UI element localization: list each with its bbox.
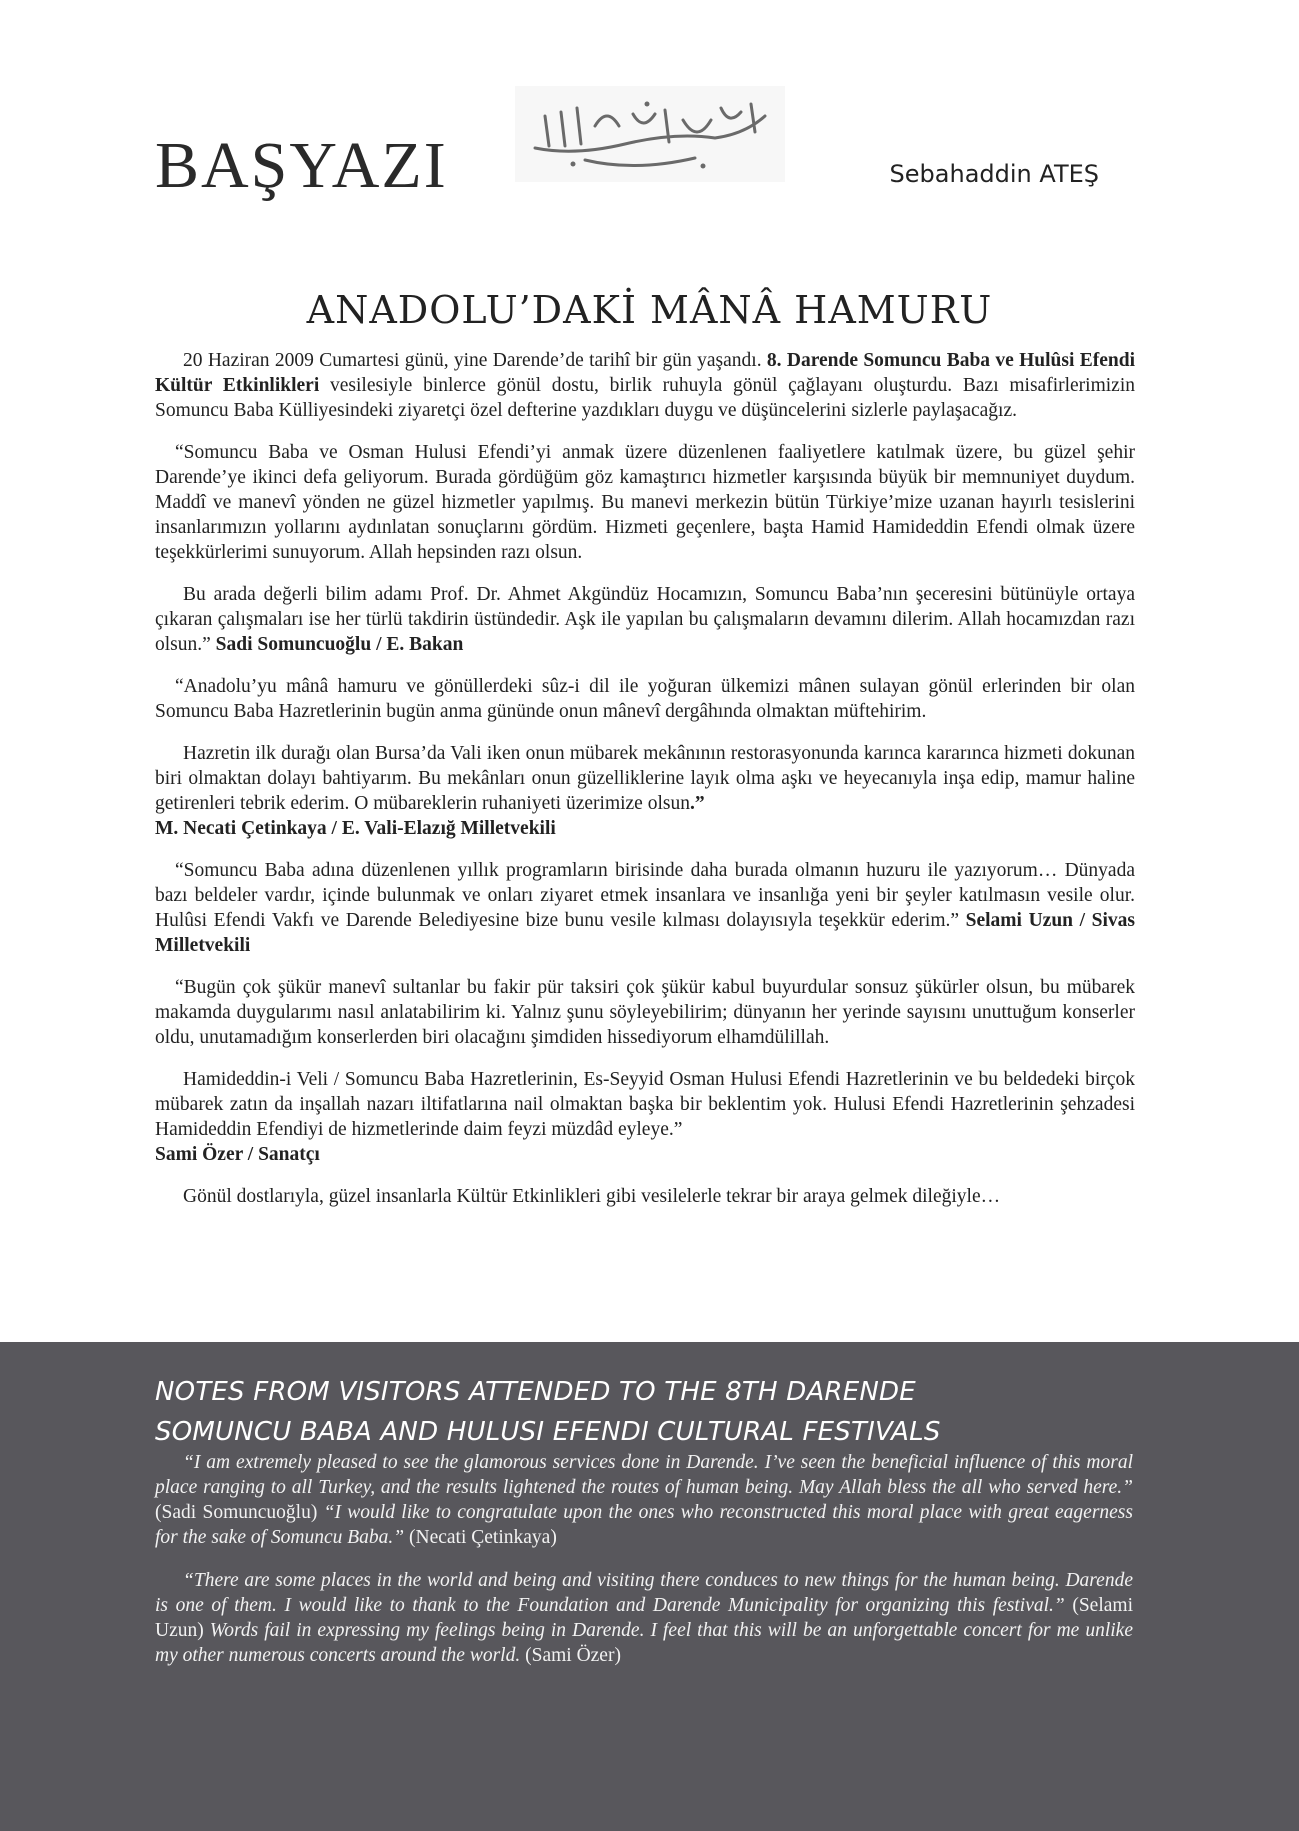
quote-author: (Sadi Somuncuoğlu)	[155, 1502, 324, 1523]
paragraph-text: Gönül dostlarıyla, güzel insanlarla Kültür Etkinlikleri gibi vesilelerle tekrar bir araya gelmek dileğiyle…	[183, 1186, 1001, 1207]
quote-paragraph	[155, 582, 1135, 657]
signature: Sadi Somuncuoğlu / E. Bakan	[215, 634, 464, 655]
english-body	[155, 1450, 1133, 1686]
paragraph-text: Hazretin ilk durağı olan Bursa’da Vali iken onun mübarek mekânının restorasyonunda karınca kararınca hizmeti dokunan biri olmaktan dolayı bahtiyarım. Bu mekânları onun güzelliklerine layık olma aşkı ve heyecanıyla inşa edip, mamur haline getirenleri tebrik ederim. O mübareklerin ruhaniyeti üzerimize olsun	[155, 743, 1135, 814]
paragraph-text: Hamideddin-i Veli / Somuncu Baba Hazretlerinin, Es-Seyyid Osman Hulusi Efendi Hazretlerinin ve bu beldedeki birçok mübarek zatın da inşallah nazarı iltifatlarına nail olmaktan başka bir beklentim yok. Hulusi Efendi Hazretlerinin şehzadesi Hamideddin Efendiyi de hizmetlerinde daim feyzi müzdâd eyleye.”	[155, 1069, 1135, 1140]
quote-author: (Selami Uzun)	[155, 1595, 1133, 1641]
article-title: ANADOLU’DAKİ MÂNÂ HAMURU	[306, 288, 993, 332]
quote-author: (Sami Özer)	[520, 1645, 621, 1666]
basmala-calligraphy-icon	[515, 86, 785, 182]
english-paragraph	[155, 1568, 1133, 1668]
paragraph-text: 20 Haziran 2009 Cumartesi günü, yine Darende’de tarihî bir gün yaşandı.	[183, 350, 767, 371]
section-title: BAŞYAZI	[155, 129, 448, 202]
english-quote: “I would like to congratulate upon the ones who reconstructed this moral place with great eagerness for the sake of Somuncu Baba.”	[155, 1502, 1133, 1548]
author-name: Sebahaddin ATEŞ	[889, 160, 1099, 188]
english-title-line: NOTES FROM VISITORS ATTENDED TO THE 8TH DARENDE	[155, 1377, 916, 1407]
english-title-line: SOMUNCU BABA AND HULUSI EFENDI CULTURAL FESTIVALS	[155, 1417, 941, 1447]
quote-end: .”	[689, 793, 705, 814]
quote-paragraph	[155, 1067, 1135, 1167]
english-quote: Words fail in expressing my feelings being in Darende. I feel that this will be an unforgettable concert for me unlike my other numerous concerts around the world.	[155, 1620, 1133, 1666]
english-quote: “I am extremely pleased to see the glamorous services done in Darende. I’ve seen the beneficial influence of this moral place ranging to all Turkey, and the results lightened the routes of human being. May Allah bless the all who served here.”	[155, 1452, 1133, 1498]
paragraph	[155, 348, 1135, 423]
paragraph-text: “Bugün çok şükür manevî sultanlar bu fakir pür taksiri çok şükür kabul buyurdular sonsuz şükürler olsun, bu mübarek makamda duygularımı nasıl anlatabilirim ki. Yalnız şunu söyleyebilirim; dünyanın her yerinde sayısını unuttuğum konserler oldu, unutamadığım konserlerden biri olacağını şimdiden hissediyorum elhamdülillah.	[155, 977, 1135, 1048]
closing-paragraph	[155, 1184, 1135, 1209]
signature: Sami Özer / Sanatçı	[155, 1144, 320, 1165]
english-paragraph	[155, 1450, 1133, 1550]
article-body	[155, 348, 1135, 1226]
signature: Selami Uzun / Sivas Milletvekili	[155, 910, 1135, 956]
paragraph-text: “Somuncu Baba ve Osman Hulusi Efendi’yi anmak üzere düzenlenen faaliyetlere katılmak üzere, bu güzel şehir Darende’ye ikinci defa geliyorum. Burada gördüğüm göz kamaştırıcı hizmetler karşısında büyük bir memnuniyet duydum. Maddî ve manevî yönden ne güzel hizmetler yapılmış. Bu manevi merkezin bütün Türkiye’mize uzanan hayırlı tesislerini insanlarımızın yollarını aydınlatan sonuçlarını gördüm. Hizmeti geçenlere, başta Hamid Hamideddin Efendi olmak üzere teşekkürlerimi sunuyorum. Allah hepsinden razı olsun.	[155, 442, 1135, 563]
quote-paragraph	[155, 440, 1135, 565]
paragraph-text: vesilesiyle binlerce gönül dostu, birlik ruhuyla gönül çağlayanı oluşturdu. Bazı misafirlerimizin Somuncu Baba Külliyesindeki ziyaretçi özel defterine yazdıkları duygu ve düşüncelerini sizlerle paylaşacağız.	[155, 375, 1135, 421]
english-quote: “There are some places in the world and being and visiting there conduces to new things for the human being. Darende is one of them. I would like to thank to the Foundation and Darende Municipality for organizing this festival.”	[155, 1570, 1133, 1616]
event-name: 8. Darende Somuncu Baba ve Hulûsi Efendi Kültür Etkinlikleri	[155, 350, 1135, 396]
paragraph-text: Bu arada değerli bilim adamı Prof. Dr. Ahmet Akgündüz Hocamızın, Somuncu Baba’nın şeceresini bütünüyle ortaya çıkaran çalışmaları ise her türlü takdirin üstündedir. Aşk ile yapılan bu çalışmaların devamını dilerim. Allah hocamızdan razı olsun.”	[155, 584, 1135, 655]
quote-author: (Necati Çetinkaya)	[404, 1527, 557, 1548]
signature: M. Necati Çetinkaya / E. Vali-Elazığ Milletvekili	[155, 818, 556, 839]
quote-paragraph	[155, 975, 1135, 1050]
english-summary-panel	[0, 1342, 1299, 1831]
quote-paragraph	[155, 741, 1135, 841]
english-title	[155, 1372, 1155, 1452]
paragraph-text: “Somuncu Baba adına düzenlenen yıllık programların birisinde daha burada olmanın huzuru ile yazıyorum… Dünyada bazı beldeler vardır, içinde bulunmak ve onları ziyaret etmek insanlara ve insanlığa yeni bir şeyler katılmasın vesile olur. Hulûsi Efendi Vakfı ve Darende Belediyesine bize bunu vesile kılması dolayısıyla teşekkür ederim.”	[155, 860, 1135, 931]
quote-paragraph	[155, 858, 1135, 958]
paragraph-text: “Anadolu’yu mânâ hamuru ve gönüllerdeki sûz-i dil ile yoğuran ülkemizi mânen sulayan gönül erlerinden bir olan Somuncu Baba Hazretlerinin bugün anma gününde onun mânevî dergâhında olmaktan müftehirim.	[155, 676, 1135, 722]
quote-paragraph	[155, 674, 1135, 724]
